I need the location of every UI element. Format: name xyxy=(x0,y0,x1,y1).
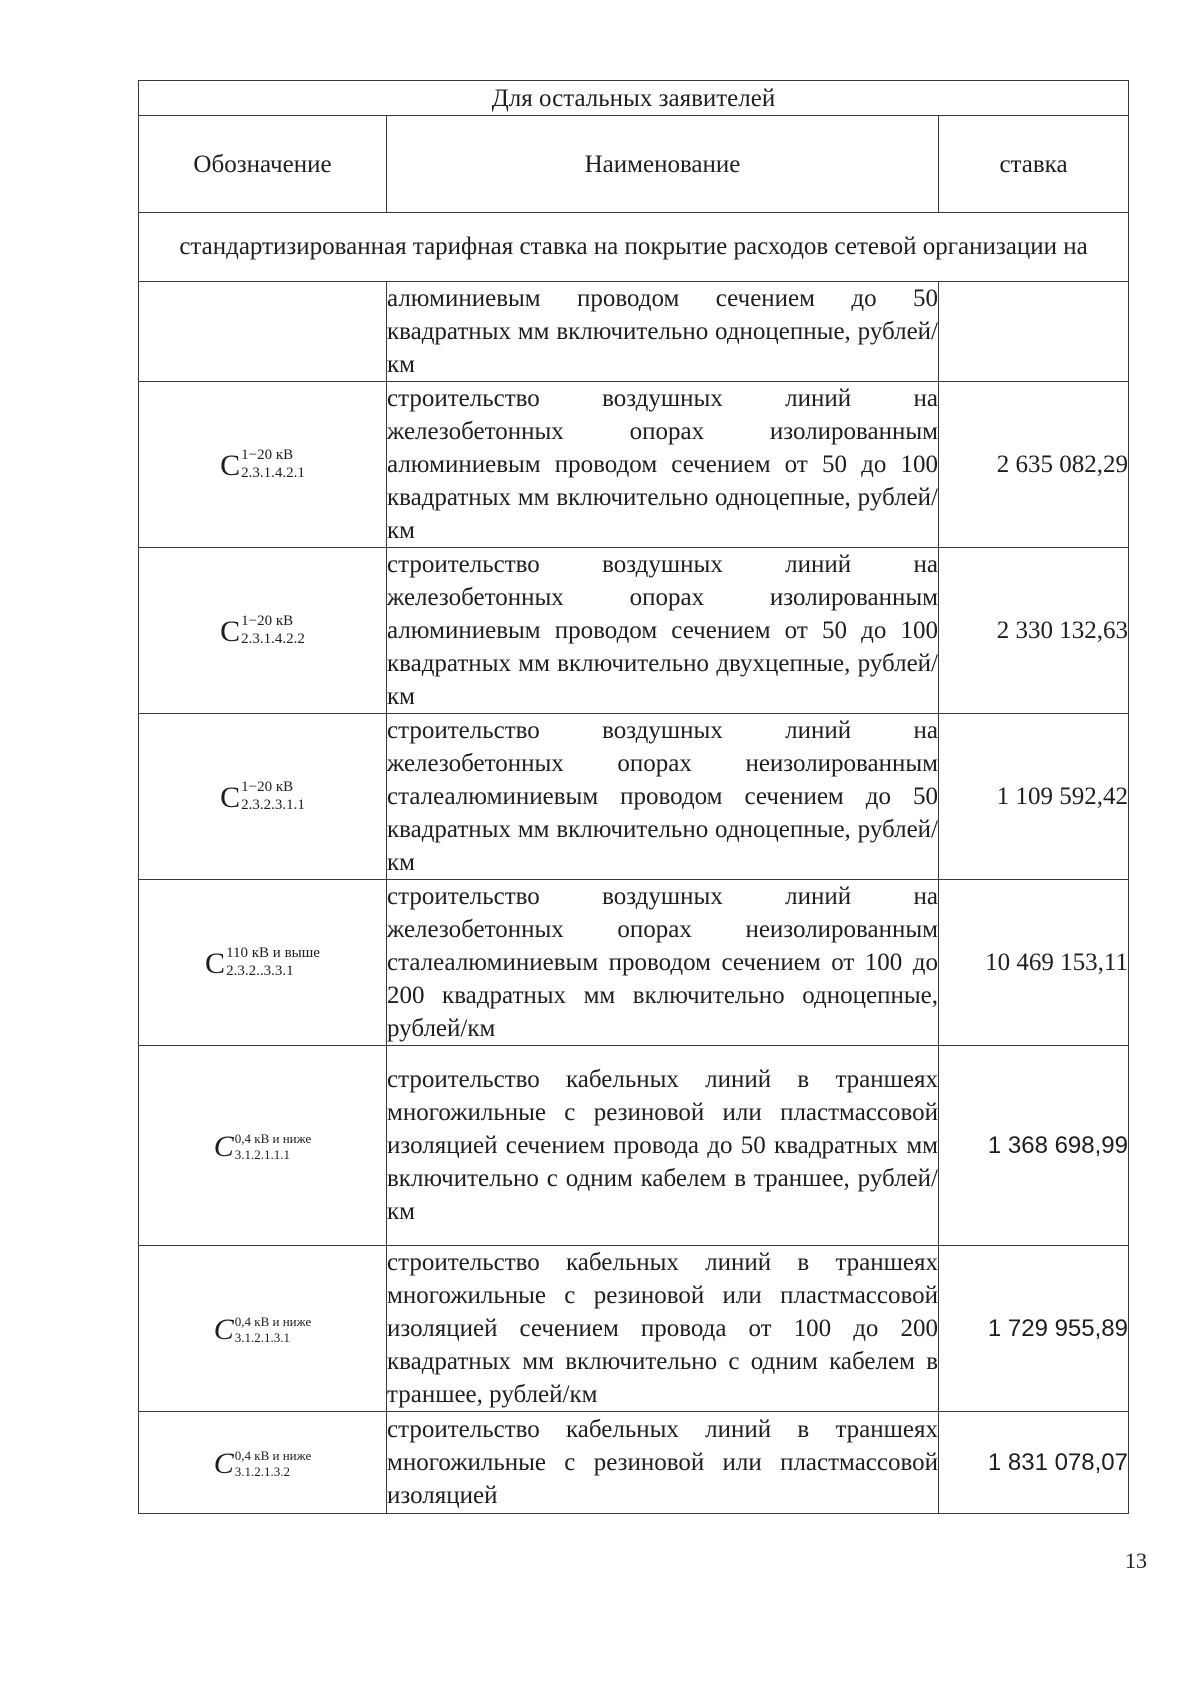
rate-cell: 1 729 955,89 xyxy=(939,1246,1129,1412)
designation-cell xyxy=(139,714,387,880)
symbol-letter: C xyxy=(220,780,241,814)
table-row xyxy=(139,1412,1129,1514)
rate-cell: 1 368 698,99 xyxy=(939,1046,1129,1246)
designation-cell xyxy=(139,1412,387,1514)
table-row xyxy=(139,382,1129,548)
symbol-superscript: 0,4 кВ и ниже xyxy=(234,1447,312,1463)
symbol-superscript: 0,4 кВ и ниже xyxy=(234,1130,312,1146)
designation-cell xyxy=(139,382,387,548)
section-heading: стандартизированная тарифная ставка на покрытие расходов сетевой организации на xyxy=(139,213,1129,282)
designation-cell xyxy=(139,880,387,1046)
symbol-letter: C xyxy=(220,448,241,482)
symbol-subscript: 2.3.2.3.1.1 xyxy=(241,797,305,814)
symbol-superscript: 1−20 кВ xyxy=(241,613,294,630)
tariff-table xyxy=(138,80,1129,1514)
symbol-superscript: 1−20 кВ xyxy=(241,447,294,464)
symbol-letter: C xyxy=(213,1129,234,1163)
rate-cell: 2 330 132,63 xyxy=(939,548,1129,714)
description-cell: алюминиевым проводом сечением до 50 квадратных мм включительно одноцепные, рублей/км xyxy=(387,282,939,382)
rate-cell: 10 469 153,11 xyxy=(939,880,1129,1046)
header-designation: Обозначение xyxy=(139,116,387,213)
symbol-letter: C xyxy=(205,946,226,980)
description-cell: строительство воздушных линий на железобетонных опорах изолированным алюминиевым проводом сечением от 50 до 100 квадратных мм включительно двухцепные, рублей/км xyxy=(387,548,939,714)
header-name: Наименование xyxy=(387,116,939,213)
symbol-superscript: 110 кВ и выше xyxy=(226,945,320,962)
table-row xyxy=(139,714,1129,880)
description-cell: строительство кабельных линий в траншеях многожильные с резиновой или пластмассовой изоляцией сечением провода до 50 квадратных мм включительно с одним кабелем в траншее, рублей/км xyxy=(387,1046,939,1246)
designation-cell xyxy=(139,1046,387,1246)
designation-cell xyxy=(139,548,387,714)
symbol-subscript: 2.3.2..3.3.1 xyxy=(226,963,294,980)
symbol-letter: C xyxy=(213,1312,234,1346)
header-rate: ставка xyxy=(939,116,1129,213)
table-row xyxy=(139,880,1129,1046)
symbol-subscript: 3.1.2.1.3.2 xyxy=(234,1463,291,1479)
symbol-subscript: 3.1.2.1.1.1 xyxy=(234,1146,291,1162)
symbol-subscript: 2.3.1.4.2.1 xyxy=(241,465,305,482)
page-number: 13 xyxy=(1125,1548,1147,1573)
designation-cell xyxy=(139,282,387,382)
symbol-superscript: 0,4 кВ и ниже xyxy=(234,1313,312,1329)
table-row xyxy=(139,548,1129,714)
description-cell: строительство воздушных линий на железобетонных опорах неизолированным сталеалюминиевым проводом сечением от 100 до 200 квадратных мм включительно одноцепные, рублей/км xyxy=(387,880,939,1046)
rate-cell xyxy=(939,282,1129,382)
symbol-letter: C xyxy=(213,1446,234,1480)
rate-cell: 1 831 078,07 xyxy=(939,1412,1129,1514)
designation-cell xyxy=(139,1246,387,1412)
symbol-letter: C xyxy=(220,614,241,648)
description-cell: строительство кабельных линий в траншеях многожильные с резиновой или пластмассовой изоляцией сечением провода от 100 до 200 квадратных мм включительно с одним кабелем в траншее, рублей/км xyxy=(387,1246,939,1412)
symbol-superscript: 1−20 кВ xyxy=(241,779,294,796)
table-row xyxy=(139,1046,1129,1246)
table-row xyxy=(139,1246,1129,1412)
rate-cell: 2 635 082,29 xyxy=(939,382,1129,548)
symbol-subscript: 3.1.2.1.3.1 xyxy=(234,1329,291,1345)
symbol-subscript: 2.3.1.4.2.2 xyxy=(241,631,305,648)
description-cell: строительство кабельных линий в траншеях многожильные с резиновой или пластмассовой изоляцией xyxy=(387,1412,939,1514)
description-cell: строительство воздушных линий на железобетонных опорах изолированным алюминиевым проводом сечением от 50 до 100 квадратных мм включительно одноцепные, рублей/км xyxy=(387,382,939,548)
rate-cell: 1 109 592,42 xyxy=(939,714,1129,880)
table-row xyxy=(139,282,1129,382)
table-title: Для остальных заявителей xyxy=(139,81,1129,116)
description-cell: строительство воздушных линий на железобетонных опорах неизолированным сталеалюминиевым проводом сечением до 50 квадратных мм включительно одноцепные, рублей/км xyxy=(387,714,939,880)
